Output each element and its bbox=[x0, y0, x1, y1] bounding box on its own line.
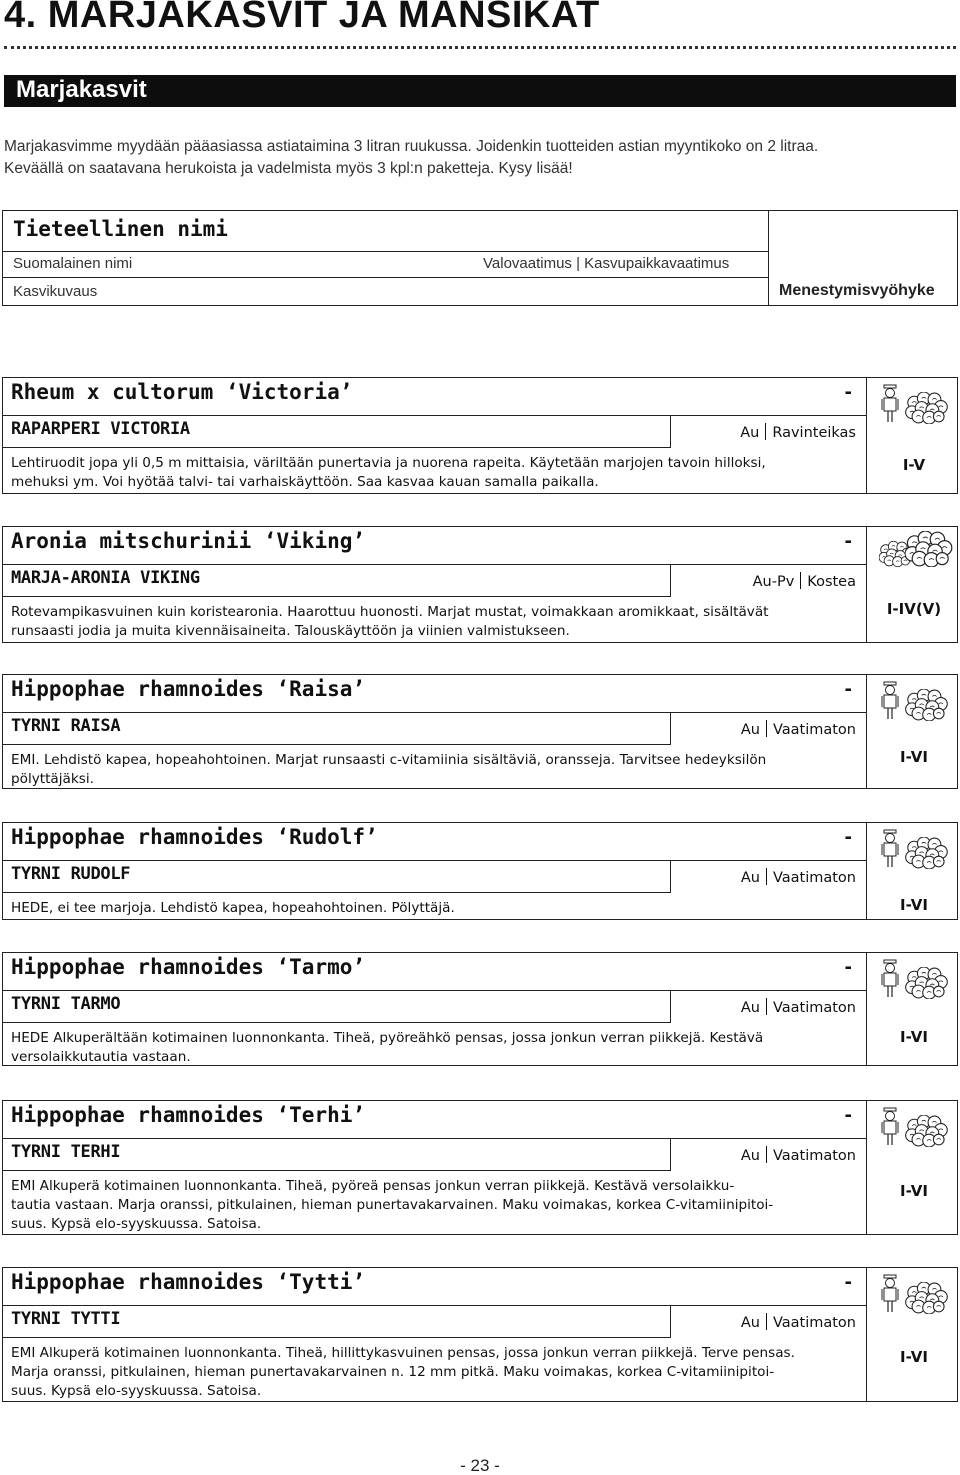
scientific-name-species: Hippophae rhamnoides bbox=[11, 677, 277, 701]
description-line: tautia vastaan. Marja oranssi, pitkulainen, hieman punertavakarvainen. Maku voimakas, korkea C-vitamiinipitoi- bbox=[11, 1197, 774, 1213]
requirement-icons bbox=[879, 531, 957, 571]
legend-box bbox=[2, 210, 958, 306]
section-heading bbox=[4, 75, 956, 107]
separator bbox=[766, 868, 767, 885]
plant-entry bbox=[2, 674, 958, 789]
finnish-name-box bbox=[3, 712, 671, 745]
cultivar-name: ‘Victoria’ bbox=[225, 380, 353, 404]
cultivar-name: ‘Tytti’ bbox=[276, 1270, 366, 1294]
legend-finnish-name: Suomalainen nimi bbox=[13, 255, 133, 272]
separator bbox=[800, 572, 801, 589]
requirements bbox=[741, 1313, 856, 1331]
scientific-name bbox=[11, 825, 378, 849]
description-line: Lehtiruodit jopa yli 0,5 m mittaisia, väriltään punertavia ja nuorena rapeita. Käytetään marjojen tavoin hilloksi, bbox=[11, 455, 766, 471]
intro-line: Keväällä on saatavana herukoista ja vadelmista myös 3 kpl:n paketteja. Kysy lisää! bbox=[4, 160, 573, 177]
soil-requirement: Vaatimaton bbox=[772, 1148, 856, 1164]
page-number: - 23 - bbox=[460, 1456, 500, 1475]
cultivar-name: ‘Raisa’ bbox=[276, 677, 366, 701]
requirement-icons bbox=[879, 679, 957, 719]
scientific-name bbox=[11, 380, 352, 404]
cultivar-name: ‘Tarmo’ bbox=[276, 955, 366, 979]
soil-requirement: Vaatimaton bbox=[772, 870, 856, 886]
scientific-name bbox=[11, 1103, 365, 1127]
finnish-name-box bbox=[3, 1305, 671, 1338]
description-line: HEDE, ei tee marjoja. Lehdistö kapea, hopeahohtoinen. Pölyttäjä. bbox=[11, 900, 455, 916]
scientific-name-species: Hippophae rhamnoides bbox=[11, 1270, 277, 1294]
requirements bbox=[741, 720, 856, 738]
light-requirement: Au bbox=[740, 1000, 760, 1016]
entry-main bbox=[3, 953, 867, 1065]
requirements bbox=[741, 998, 856, 1016]
entry-dash: - bbox=[844, 679, 852, 700]
plant-entry bbox=[2, 822, 958, 920]
plant-description bbox=[11, 603, 859, 641]
requirements bbox=[741, 1146, 856, 1164]
shrub-icon bbox=[905, 837, 949, 869]
section-heading-text: Marjakasvit bbox=[16, 76, 147, 103]
plant-description bbox=[11, 454, 859, 492]
scientific-name-species: Aronia mitschurinii bbox=[11, 529, 264, 553]
entry-main bbox=[3, 378, 867, 493]
entry-dash: - bbox=[844, 531, 852, 552]
entry-main bbox=[3, 823, 867, 919]
entry-dash: - bbox=[844, 1272, 852, 1293]
scientific-name bbox=[11, 955, 365, 979]
plant-description bbox=[11, 751, 859, 789]
shrub-icon bbox=[905, 967, 949, 999]
legend-zone: Menestymisvyöhyke bbox=[779, 282, 935, 299]
light-requirement: Au bbox=[740, 425, 760, 441]
legend-left-column bbox=[3, 211, 769, 305]
plant-entry bbox=[2, 952, 958, 1066]
light-requirement: Au-Pv bbox=[752, 574, 795, 590]
scientific-name-species: Hippophae rhamnoides bbox=[11, 1103, 277, 1127]
soil-requirement: Vaatimaton bbox=[772, 722, 856, 738]
finnish-name: TYRNI TARMO bbox=[11, 994, 121, 1014]
hardiness-zone: I-VI bbox=[900, 1182, 928, 1200]
finnish-name-box bbox=[3, 415, 671, 448]
cultivar-name: ‘Rudolf’ bbox=[276, 825, 378, 849]
hardiness-zone: I-VI bbox=[900, 1028, 928, 1046]
description-line: versolaikkutautia vastaan. bbox=[11, 1049, 191, 1065]
requirement-icons bbox=[879, 382, 957, 422]
soil-requirement: Vaatimaton bbox=[772, 1000, 856, 1016]
entry-dash: - bbox=[844, 1105, 852, 1126]
scientific-name bbox=[11, 529, 365, 553]
plant-description bbox=[11, 1344, 859, 1401]
entry-dash: - bbox=[844, 827, 852, 848]
entry-main bbox=[3, 527, 867, 642]
scientific-name bbox=[11, 677, 365, 701]
light-requirement: Au bbox=[740, 1315, 760, 1331]
cultivar-name: ‘Terhi’ bbox=[276, 1103, 366, 1127]
separator bbox=[766, 1146, 767, 1163]
legend-description: Kasvikuvaus bbox=[13, 283, 98, 300]
scientific-name bbox=[11, 1270, 365, 1294]
light-requirement: Au bbox=[740, 1148, 760, 1164]
description-line: EMI Alkuperä kotimainen luonnonkanta. Tiheä, hillittykasvuinen pensas, jossa jonkun verran piikkejä. Terve pensas. bbox=[11, 1345, 795, 1361]
plant-description bbox=[11, 1177, 859, 1234]
shrub-icon bbox=[905, 1115, 949, 1147]
finnish-name: TYRNI TYTTI bbox=[11, 1309, 121, 1329]
person-icon bbox=[879, 959, 901, 999]
finnish-name: TYRNI RAISA bbox=[11, 716, 121, 736]
scientific-name-species: Hippophae rhamnoides bbox=[11, 825, 277, 849]
description-line: mehuksi ym. Voi hyötää talvi- tai varhaiskäyttöön. Saa kasvaa kauan samalla paikalla. bbox=[11, 474, 599, 490]
finnish-name-box bbox=[3, 860, 671, 893]
shrub-icon bbox=[905, 392, 949, 424]
description-line: Rotevampikasvuinen kuin koristearonia. Haarottuu huonosti. Marjat mustat, voimakkaan aromikkaat, sisältävät bbox=[11, 604, 769, 620]
cultivar-name: ‘Viking’ bbox=[263, 529, 366, 553]
finnish-name-box bbox=[3, 564, 671, 597]
hardiness-zone: I-VI bbox=[900, 1348, 928, 1366]
soil-requirement: Ravinteikas bbox=[772, 425, 856, 441]
plant-entry bbox=[2, 1100, 958, 1235]
person-icon bbox=[879, 384, 901, 424]
entry-dash: - bbox=[844, 957, 852, 978]
requirements bbox=[741, 868, 856, 886]
shrub-icon bbox=[905, 1282, 949, 1314]
finnish-name: MARJA-ARONIA VIKING bbox=[11, 568, 200, 588]
entry-main bbox=[3, 1268, 867, 1401]
chapter-title: 4. MARJAKASVIT JA MANSIKAT bbox=[4, 0, 600, 36]
person-icon bbox=[879, 1107, 901, 1147]
separator bbox=[766, 720, 767, 737]
entry-main bbox=[3, 1101, 867, 1234]
description-line: EMI. Lehdistö kapea, hopeahohtoinen. Marjat runsaasti c-vitamiinia sisältäviä, oransseja. Tarvitsee hedeyksilön bbox=[11, 752, 767, 768]
separator bbox=[766, 998, 767, 1015]
person-icon bbox=[879, 829, 901, 869]
description-line: pölyttäjäksi. bbox=[11, 771, 94, 787]
plant-description bbox=[11, 899, 859, 918]
legend-name-row bbox=[3, 251, 769, 278]
person-icon bbox=[879, 1274, 901, 1314]
description-line: runsaasti jodia ja muita kivennäisaineita. Talouskäyttöön ja viinien valmistukseen. bbox=[11, 623, 570, 639]
legend-requirements: Valovaatimus | Kasvupaikkavaatimus bbox=[483, 255, 730, 272]
requirement-icons bbox=[879, 827, 957, 867]
requirement-icons bbox=[879, 1105, 957, 1145]
hardiness-zone: I-VI bbox=[900, 748, 928, 766]
description-line: Marja oranssi, pitkulainen, hieman punertavakarvainen n. 12 mm pitkä. Maku voimakas, korkea C-vitamiinipitoi- bbox=[11, 1364, 775, 1380]
intro-line: Marjakasvimme myydään pääasiassa astiataimina 3 litran ruukussa. Joidenkin tuotteiden astian myyntikoko on 2 litraa. bbox=[4, 138, 819, 155]
entry-dash: - bbox=[844, 382, 852, 403]
finnish-name-box bbox=[3, 1138, 671, 1171]
description-line: suus. Kypsä elo-syyskuussa. Satoisa. bbox=[11, 1383, 262, 1399]
finnish-name: RAPARPERI VICTORIA bbox=[11, 419, 190, 439]
shrub-icon bbox=[905, 689, 949, 721]
separator bbox=[766, 1313, 767, 1330]
requirement-icons bbox=[879, 957, 957, 997]
requirement-icons bbox=[879, 1272, 957, 1312]
scientific-name-species: Hippophae rhamnoides bbox=[11, 955, 277, 979]
requirements bbox=[753, 572, 856, 590]
intro-text bbox=[4, 136, 956, 180]
finnish-name: TYRNI TERHI bbox=[11, 1142, 121, 1162]
description-line: suus. Kypsä elo-syyskuussa. Satoisa. bbox=[11, 1216, 262, 1232]
hardiness-zone: I-IV(V) bbox=[886, 600, 942, 618]
scientific-name-species: Rheum x cultorum bbox=[11, 380, 226, 404]
requirements bbox=[740, 423, 856, 441]
finnish-name-box bbox=[3, 990, 671, 1023]
description-line: HEDE Alkuperältään kotimainen luonnonkanta. Tiheä, pyöreähkö pensas, jossa jonkun verran piikkejä. Kestävä bbox=[11, 1030, 764, 1046]
plant-entry bbox=[2, 526, 958, 643]
light-requirement: Au bbox=[740, 870, 760, 886]
hardiness-zone: I-VI bbox=[900, 896, 928, 914]
hardiness-zone: I-V bbox=[902, 456, 926, 474]
description-line: EMI Alkuperä kotimainen luonnonkanta. Tiheä, pyöreä pensas jonkun verran piikkejä. Kestävä versolaikku- bbox=[11, 1178, 735, 1194]
entry-main bbox=[3, 675, 867, 788]
plant-description bbox=[11, 1029, 859, 1067]
soil-requirement: Kostea bbox=[807, 574, 856, 590]
person-icon bbox=[879, 681, 901, 721]
soil-requirement: Vaatimaton bbox=[772, 1315, 856, 1331]
shrub-icon bbox=[905, 531, 953, 567]
light-requirement: Au bbox=[740, 722, 760, 738]
dotted-divider bbox=[4, 46, 956, 49]
plant-entry bbox=[2, 1267, 958, 1402]
plant-entry bbox=[2, 377, 958, 494]
finnish-name: TYRNI RUDOLF bbox=[11, 864, 131, 884]
separator bbox=[765, 423, 766, 440]
legend-scientific-name: Tieteellinen nimi bbox=[13, 217, 228, 241]
